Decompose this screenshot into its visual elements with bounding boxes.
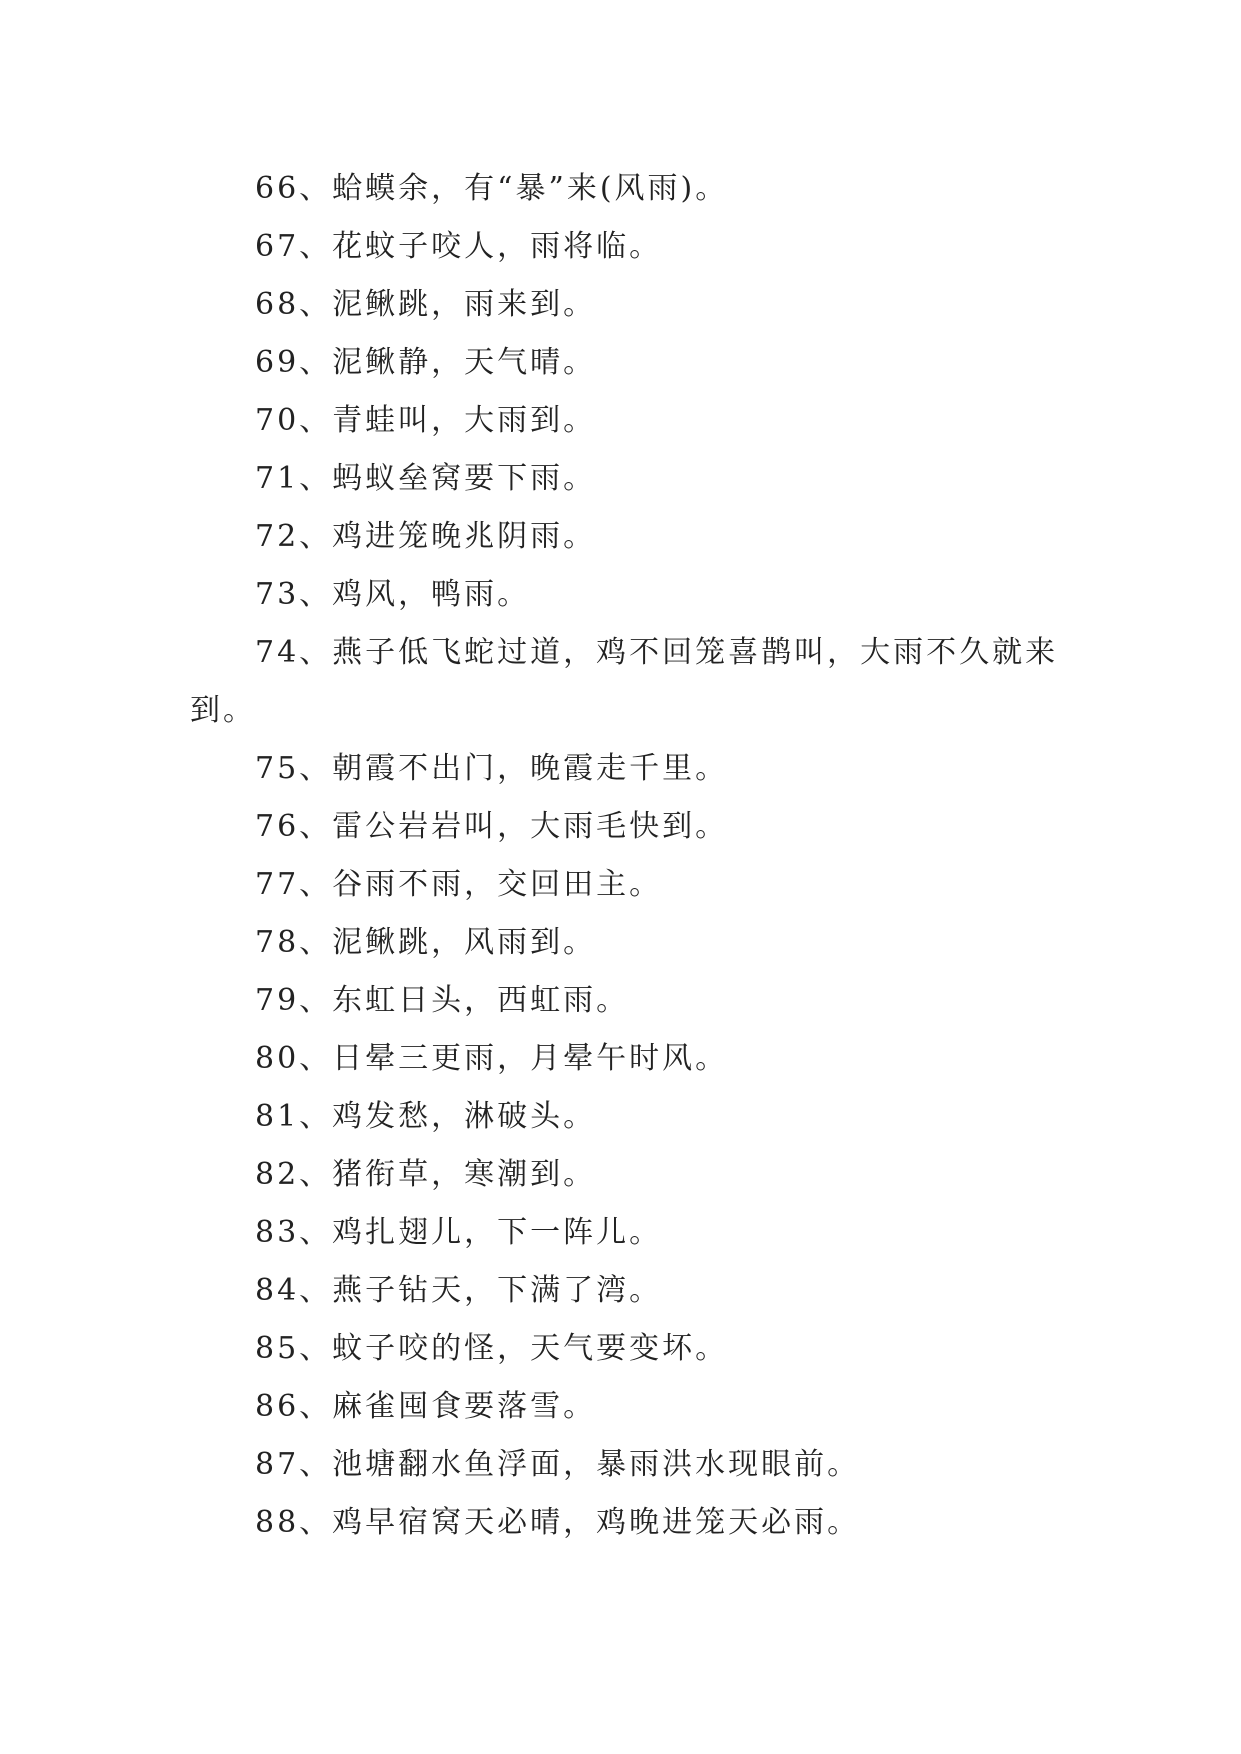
- paragraph-86: 86、麻雀囤食要落雪。: [255, 1389, 597, 1424]
- paragraph-84: 84、燕子钻天，下满了湾。: [255, 1273, 663, 1308]
- paragraph-79: 79、东虹日头，西虹雨。: [255, 983, 630, 1018]
- paragraph-75: 75、朝霞不出门，晚霞走千里。: [255, 751, 729, 786]
- document-body: [190, 160, 1070, 1552]
- paragraph-80: 80、日晕三更雨，月晕午时风。: [255, 1041, 729, 1076]
- paragraph-77: 77、谷雨不雨，交回田主。: [255, 867, 663, 902]
- paragraph-85: 85、蚊子咬的怪，天气要变坏。: [255, 1331, 729, 1366]
- paragraph-76: 76、雷公岩岩叫，大雨毛快到。: [255, 809, 729, 844]
- paragraph-66: 66、蛤蟆余，有“暴”来(风雨)。: [255, 171, 729, 206]
- paragraph-78: 78、泥鳅跳，风雨到。: [255, 925, 597, 960]
- paragraph-70: 70、青蛙叫，大雨到。: [255, 403, 597, 438]
- paragraph-72: 72、鸡进笼晚兆阴雨。: [255, 519, 597, 554]
- paragraph-73: 73、鸡风，鸭雨。: [255, 577, 531, 612]
- paragraph-74: 74、燕子低飞蛇过道，鸡不回笼喜鹊叫，大雨不久就来到。: [190, 635, 1059, 728]
- paragraph-82: 82、猪衔草，寒潮到。: [255, 1157, 597, 1192]
- paragraph-87: 87、池塘翻水鱼浮面，暴雨洪水现眼前。: [255, 1447, 861, 1482]
- paragraph-68: 68、泥鳅跳，雨来到。: [255, 287, 597, 322]
- paragraph-71: 71、蚂蚁垒窝要下雨。: [255, 461, 597, 496]
- paragraph-69: 69、泥鳅静，天气晴。: [255, 345, 597, 380]
- paragraph-83: 83、鸡扎翅儿，下一阵儿。: [255, 1215, 663, 1250]
- paragraph-67: 67、花蚊子咬人，雨将临。: [255, 229, 663, 264]
- paragraph-81: 81、鸡发愁，淋破头。: [255, 1099, 597, 1134]
- paragraph-88: 88、鸡早宿窝天必晴，鸡晚进笼天必雨。: [255, 1505, 861, 1540]
